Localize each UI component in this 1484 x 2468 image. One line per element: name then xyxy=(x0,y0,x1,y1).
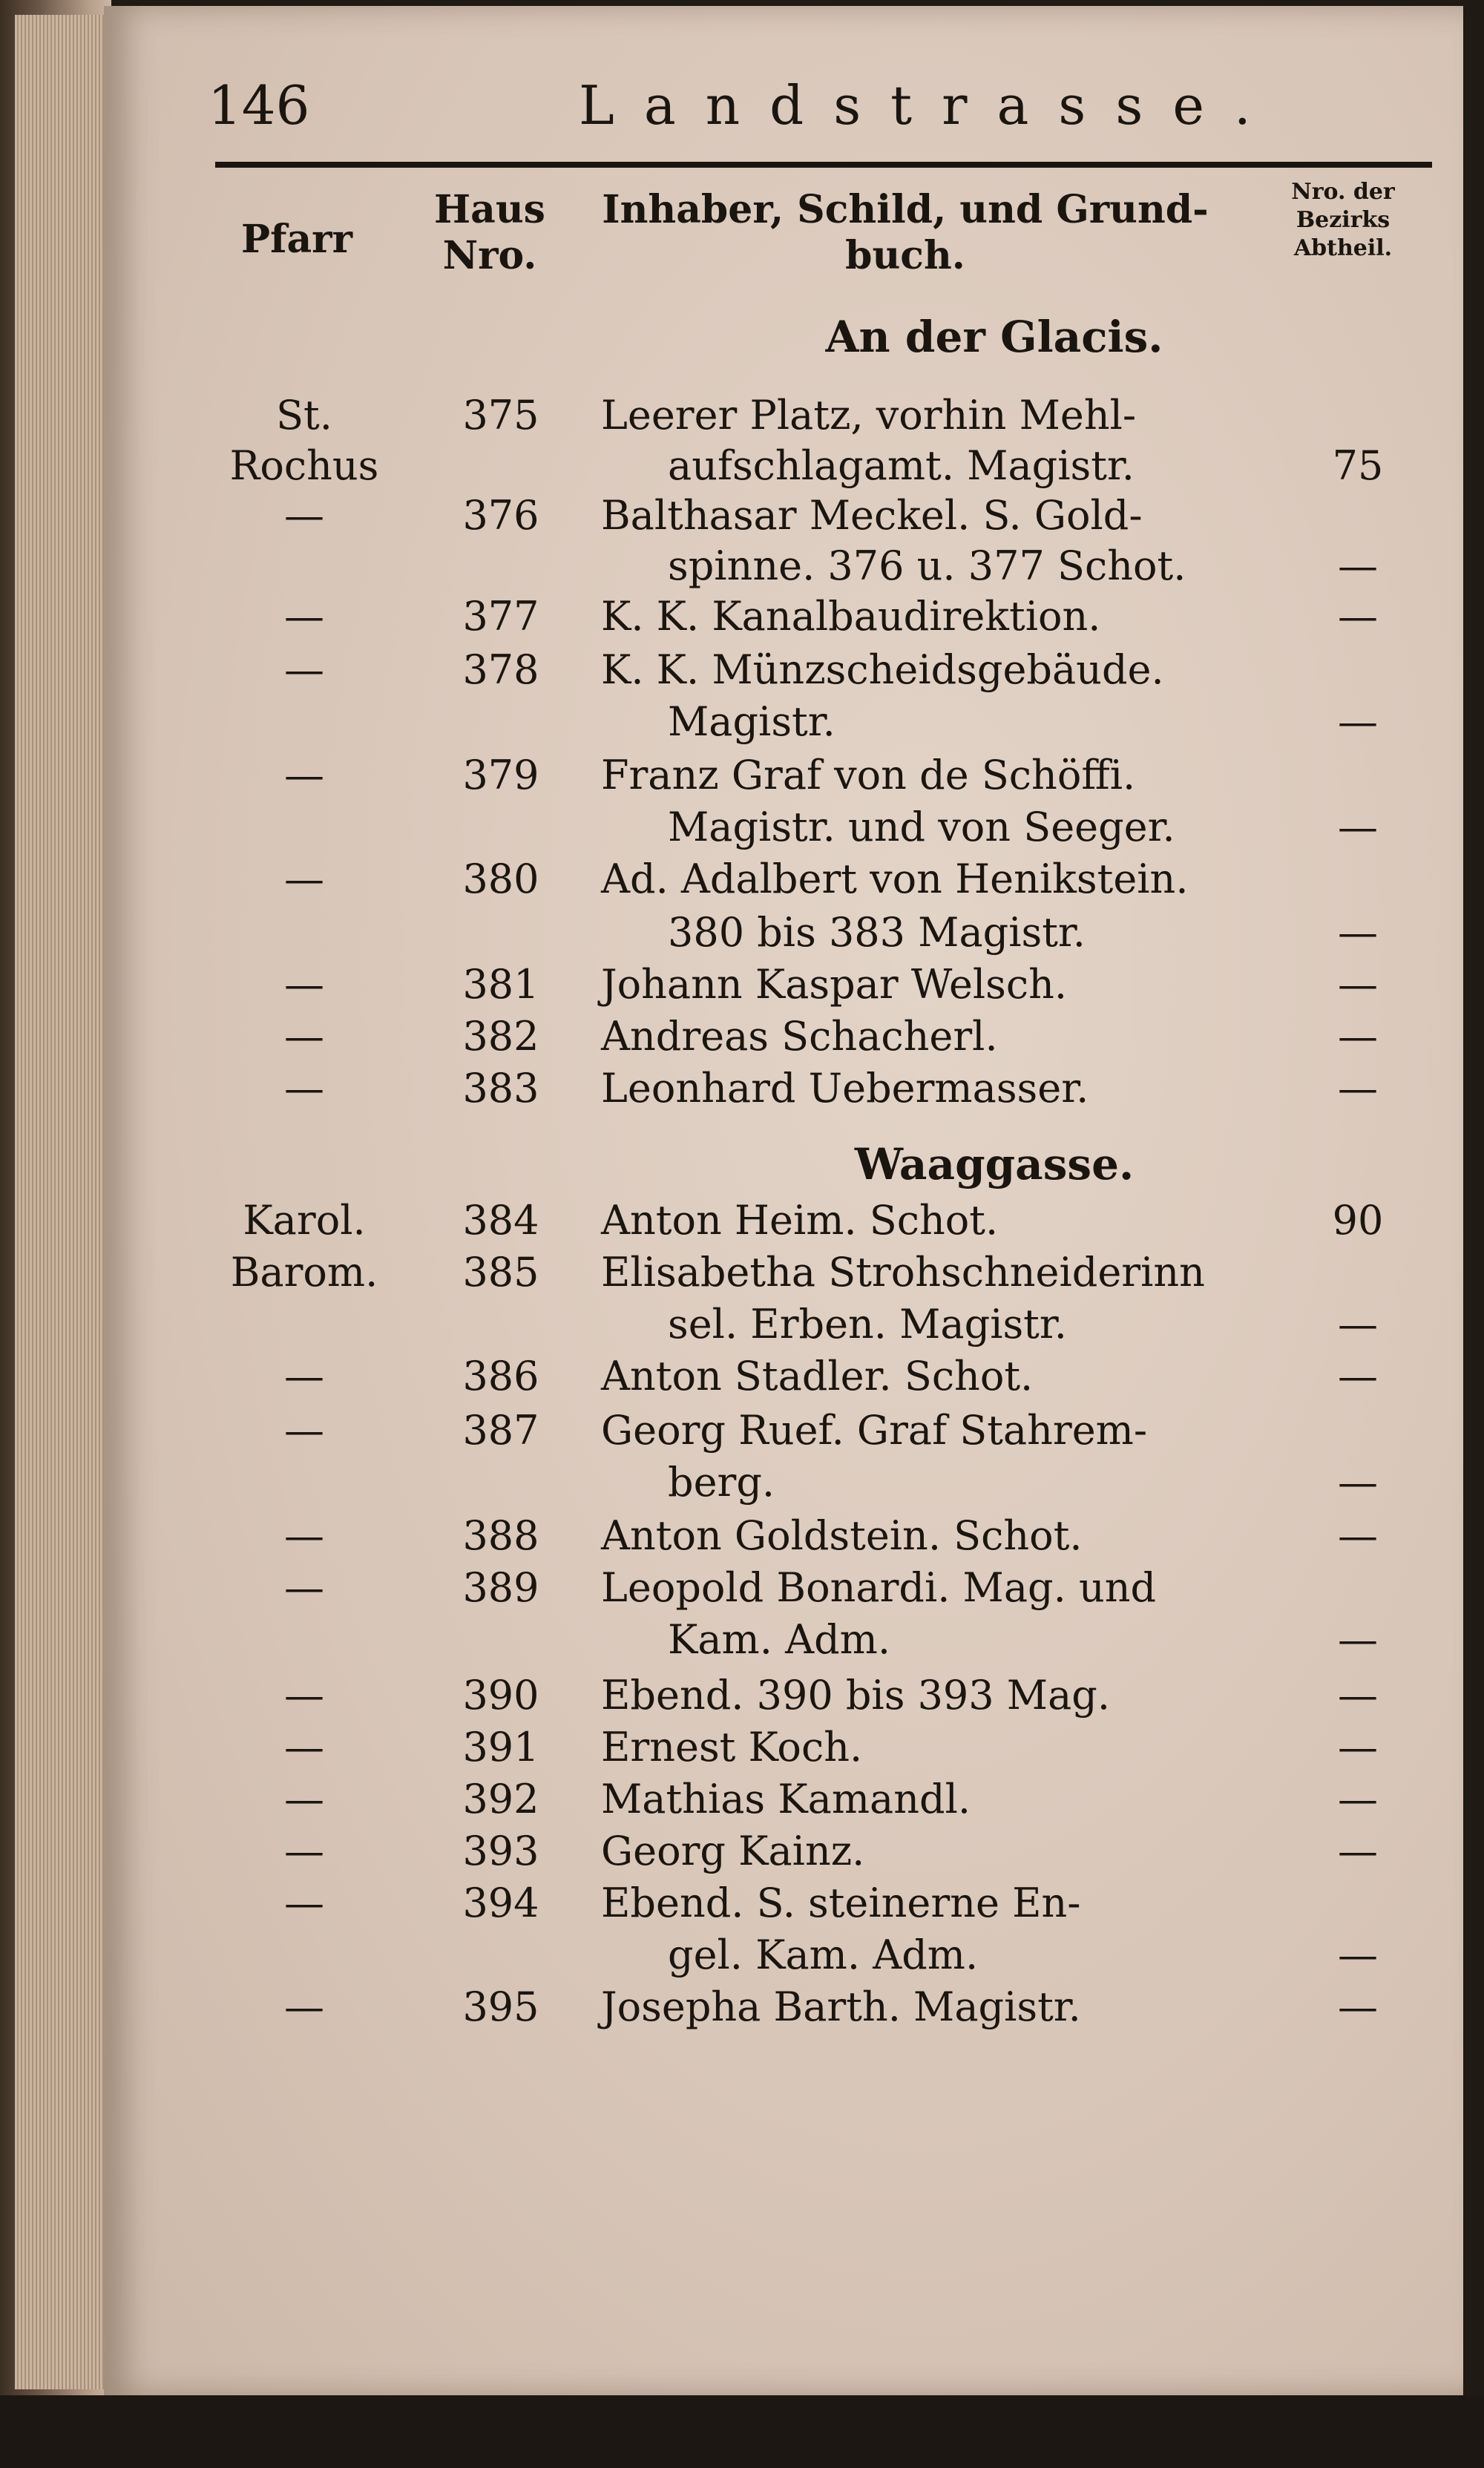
owner-continuation-cell: berg. xyxy=(668,1459,775,1506)
owner-cell: Johann Kaspar Welsch. xyxy=(601,961,1068,1008)
owner-cell: Leonhard Uebermasser. xyxy=(601,1065,1089,1112)
owner-cell: Ad. Adalbert von Henikstein. xyxy=(601,856,1189,902)
parish-cell: — xyxy=(284,1724,324,1770)
owner-cell: Georg Ruef. Graf Stahrem- xyxy=(601,1407,1148,1454)
parish-cell: — xyxy=(284,646,324,693)
section-title: Waaggasse. xyxy=(854,1139,1135,1189)
parish-cell: — xyxy=(284,1880,324,1926)
page-header xyxy=(208,74,1425,141)
house-number-cell: 395 xyxy=(462,1983,539,2030)
house-number-cell: 388 xyxy=(462,1512,539,1559)
house-number-cell: 375 xyxy=(462,392,539,439)
column-header-owner: Inhaber, Schild, und Grund- buch. xyxy=(602,187,1209,278)
house-number-cell: 382 xyxy=(462,1013,539,1060)
district-cell: — xyxy=(1338,698,1378,745)
owner-cell: Anton Goldstein. Schot. xyxy=(601,1512,1083,1559)
owner-cell: Franz Graf von de Schöffi. xyxy=(601,752,1136,798)
parish-cell: Rochus xyxy=(229,442,379,489)
owner-cell: Mathias Kamandl. xyxy=(601,1776,971,1822)
house-number-cell: 383 xyxy=(462,1065,539,1112)
house-number-cell: 384 xyxy=(462,1197,539,1244)
house-number-cell: 381 xyxy=(462,961,539,1008)
district-cell: 90 xyxy=(1332,1197,1384,1244)
page-number: 146 xyxy=(208,74,310,137)
parish-cell: — xyxy=(284,1983,324,2030)
running-title: Landstrasse. xyxy=(579,74,1281,137)
column-header-parish: Pfarr xyxy=(241,217,352,262)
owner-cell: Andreas Schacherl. xyxy=(601,1013,998,1060)
house-number-cell: 378 xyxy=(462,646,539,693)
owner-cell: K. K. Münzscheidsgebäude. xyxy=(601,646,1164,693)
owner-cell: Elisabetha Strohschneiderinn xyxy=(601,1249,1205,1296)
parish-cell: — xyxy=(284,1065,324,1112)
parish-cell: Barom. xyxy=(230,1249,378,1296)
house-number-cell: 386 xyxy=(462,1353,539,1399)
owner-cell: Balthasar Meckel. S. Gold- xyxy=(601,492,1143,539)
parish-cell: — xyxy=(284,593,324,640)
owner-continuation-cell: Magistr. xyxy=(668,698,835,745)
parish-cell: — xyxy=(284,1353,324,1399)
house-number-cell: 392 xyxy=(462,1776,539,1822)
house-number-cell: 376 xyxy=(462,492,539,539)
owner-cell: Anton Stadler. Schot. xyxy=(601,1353,1034,1399)
district-cell: — xyxy=(1338,1013,1378,1060)
owner-cell: Leerer Platz, vorhin Mehl- xyxy=(601,392,1137,439)
district-cell: — xyxy=(1338,593,1378,640)
parish-cell: — xyxy=(284,1564,324,1611)
parish-cell: — xyxy=(284,1672,324,1719)
parish-cell: St. xyxy=(276,392,332,439)
district-cell: — xyxy=(1338,909,1378,956)
owner-continuation-cell: spinne. 376 u. 377 Schot. xyxy=(668,542,1186,589)
district-cell: — xyxy=(1338,1828,1378,1874)
header-rule xyxy=(215,162,1432,168)
column-header-district: Nro. der Bezirks Abtheil. xyxy=(1291,179,1395,261)
owner-cell: Georg Kainz. xyxy=(601,1828,865,1874)
district-cell: — xyxy=(1338,1724,1378,1770)
district-cell: — xyxy=(1338,804,1378,850)
owner-continuation-cell: Magistr. und von Seeger. xyxy=(668,804,1175,850)
owner-cell: Ebend. 390 bis 393 Mag. xyxy=(601,1672,1111,1719)
background-shadow xyxy=(0,2395,1484,2468)
column-header-house-number: Haus Nro. xyxy=(434,187,545,278)
owner-continuation-cell: 380 bis 383 Magistr. xyxy=(668,909,1086,956)
owner-cell: Leopold Bonardi. Mag. und xyxy=(601,1564,1157,1611)
section-title: An der Glacis. xyxy=(825,312,1163,362)
district-cell: — xyxy=(1338,1459,1378,1506)
owner-cell: Ebend. S. steinerne En- xyxy=(601,1880,1081,1926)
house-number-cell: 394 xyxy=(462,1880,539,1926)
district-cell: — xyxy=(1338,1672,1378,1719)
parish-cell: — xyxy=(284,1512,324,1559)
district-cell: — xyxy=(1338,1616,1378,1663)
parish-cell: — xyxy=(284,1407,324,1454)
district-cell: — xyxy=(1338,1353,1378,1399)
parish-cell: — xyxy=(284,856,324,902)
district-cell: — xyxy=(1338,961,1378,1008)
district-cell: — xyxy=(1338,1776,1378,1822)
parish-cell: — xyxy=(284,961,324,1008)
house-number-cell: 387 xyxy=(462,1407,539,1454)
house-number-cell: 380 xyxy=(462,856,539,902)
owner-cell: Josepha Barth. Magistr. xyxy=(601,1983,1081,2030)
parish-cell: — xyxy=(284,1828,324,1874)
parish-cell: — xyxy=(284,1013,324,1060)
owner-continuation-cell: sel. Erben. Magistr. xyxy=(668,1301,1067,1348)
district-cell: — xyxy=(1338,542,1378,589)
parish-cell: — xyxy=(284,1776,324,1822)
parish-cell: — xyxy=(284,752,324,798)
house-number-cell: 393 xyxy=(462,1828,539,1874)
owner-continuation-cell: gel. Kam. Adm. xyxy=(668,1932,979,1978)
district-cell: — xyxy=(1338,1932,1378,1978)
owner-cell: Anton Heim. Schot. xyxy=(601,1197,999,1244)
district-cell: — xyxy=(1338,1983,1378,2030)
house-number-cell: 379 xyxy=(462,752,539,798)
owner-cell: Ernest Koch. xyxy=(601,1724,863,1770)
district-cell: — xyxy=(1338,1301,1378,1348)
district-cell: — xyxy=(1338,1512,1378,1559)
house-number-cell: 390 xyxy=(462,1672,539,1719)
district-cell: 75 xyxy=(1332,442,1384,489)
house-number-cell: 377 xyxy=(462,593,539,640)
house-number-cell: 391 xyxy=(462,1724,539,1770)
parish-cell: Karol. xyxy=(243,1197,366,1244)
page-edges xyxy=(15,15,104,2389)
parish-cell: — xyxy=(284,492,324,539)
house-number-cell: 389 xyxy=(462,1564,539,1611)
owner-cell: K. K. Kanalbaudirektion. xyxy=(601,593,1101,640)
owner-continuation-cell: Kam. Adm. xyxy=(668,1616,891,1663)
house-number-cell: 385 xyxy=(462,1249,539,1296)
owner-continuation-cell: aufschlagamt. Magistr. xyxy=(668,442,1135,489)
district-cell: — xyxy=(1338,1065,1378,1112)
